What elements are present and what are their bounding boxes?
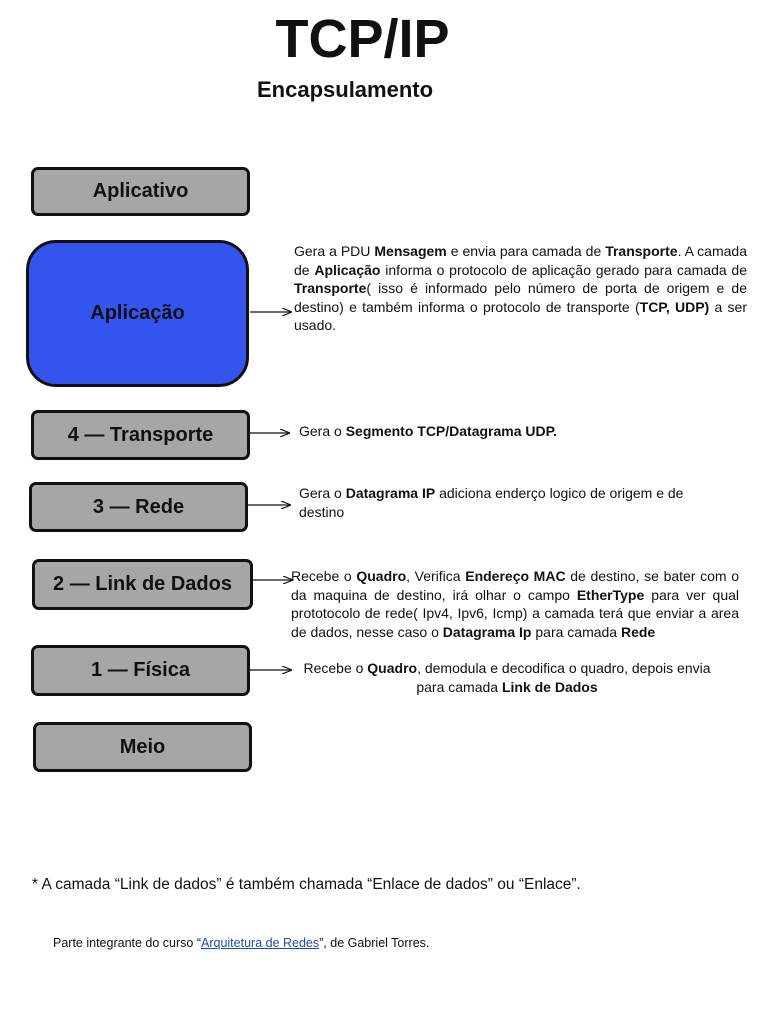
- layer-aplicativo: Aplicativo: [31, 167, 250, 216]
- desc-aplicacao: Gera a PDU Mensagem e envia para camada de Transporte. A camada de Aplicação informa o protocolo de aplicação gerado para camada de Transporte( isso é informado pelo número de porta de origem e de destino) e também informa o protocolo de transporte (TCP, UDP) a ser usado.: [294, 243, 747, 333]
- layer-transporte: 4 — Transporte: [31, 410, 250, 460]
- layer-aplicacao: Aplicação: [26, 240, 249, 387]
- layer-meio: Meio: [33, 722, 252, 772]
- course-credit: [53, 936, 429, 950]
- desc-fisica: Recebe o Quadro, demodula e decodifica o quadro, depois envia para camada Link de Dados: [303, 660, 711, 695]
- layer-fisica: 1 — Física: [31, 645, 250, 696]
- desc-link-de-dados: Recebe o Quadro, Verifica Endereço MAC de destino, se bater com o da maquina de destino, irá olhar o campo EtherType para ver qual prototocolo de rede( Ipv4, Ipv6, Icmp) a camada terá que enviar a area de dados, nesse caso o Datagrama Ip para camada Rede: [291, 568, 740, 640]
- course-link[interactable]: Arquitetura de Redes: [201, 936, 320, 950]
- desc-rede: Gera o Datagrama IP adiciona enderço logico de origem e de destino: [299, 485, 684, 520]
- credit-suffix: ”, de Gabriel Torres.: [319, 936, 430, 950]
- page-subtitle: Encapsulamento: [257, 77, 434, 102]
- layer-rede: 3 — Rede: [29, 482, 248, 532]
- credit-prefix: Parte integrante do curso “: [53, 936, 201, 950]
- desc-transporte: Gera o Segmento TCP/Datagrama UDP.: [299, 423, 558, 439]
- layer-link-de-dados: 2 — Link de Dados: [32, 559, 253, 610]
- footnote: * A camada “Link de dados” é também chamada “Enlace de dados” ou “Enlace”.: [32, 876, 581, 893]
- page-title: TCP/IP: [275, 9, 450, 69]
